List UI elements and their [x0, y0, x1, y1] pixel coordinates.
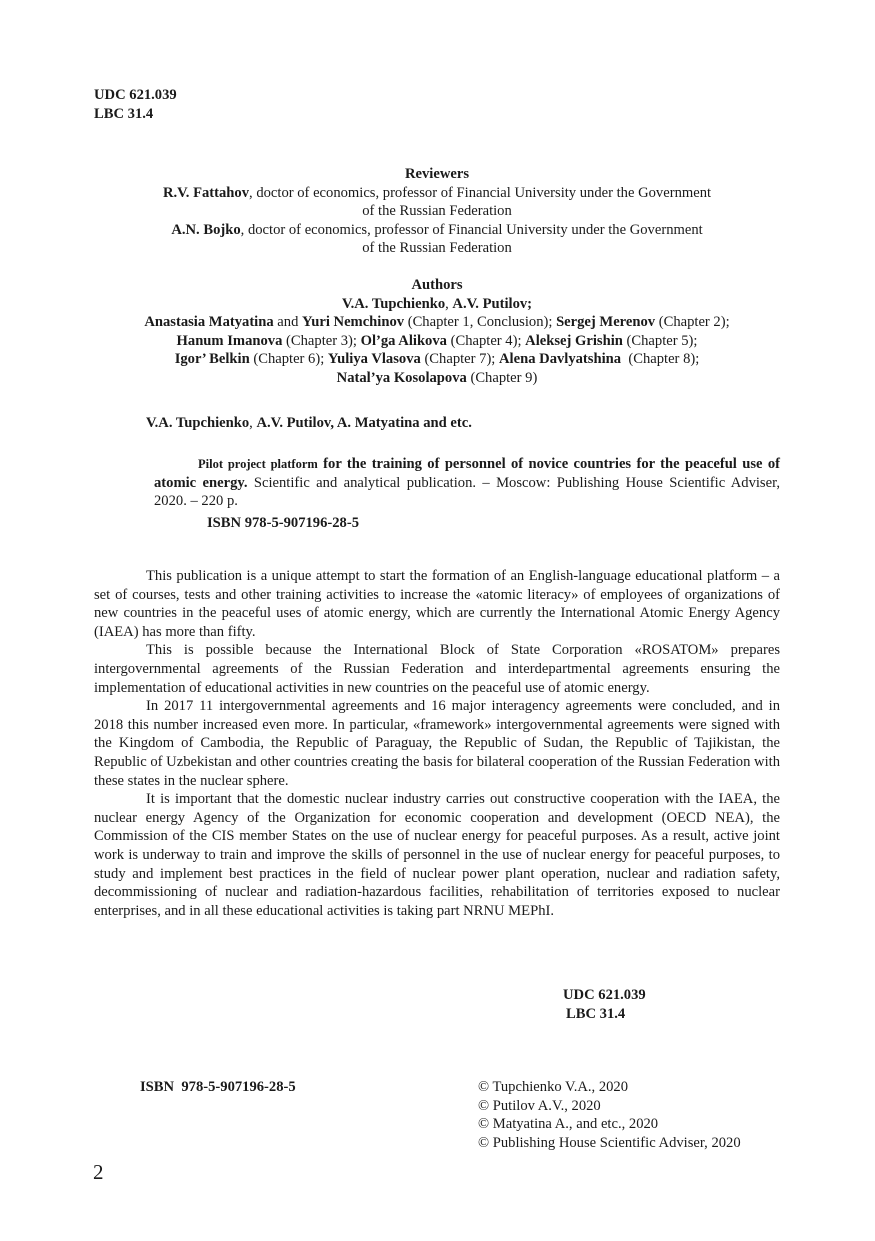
author-name: Yuri Nemchinov [302, 314, 405, 331]
author-chapter: (Chapter 3); [282, 332, 361, 349]
author-chapter: (Chapter 8); [621, 351, 700, 368]
reviewer-1-name: R.V. Fattahov [162, 184, 250, 201]
citation-title: for the training of personnel of novice countries for the peaceful use of atomic energy. [154, 456, 780, 491]
top-lbc-code: LBC 31.4 [94, 105, 154, 122]
reviewers-heading: Reviewers [404, 166, 470, 182]
citation-authors [146, 414, 472, 433]
author-name: Aleksej Grishin [525, 332, 623, 349]
bottom-lbc-code: LBC 31.4 [566, 1005, 626, 1022]
abstract-paragraph-1: This publication is a unique attempt to start the formation of an English-language educational platform – a set of courses, tests and other training activities to increase the «atomic literacy» of employees of organizations of new countries in the peaceful uses of atomic energy, which are currently the International Atomic Energy Agency (IAEA) has more than fifty. [94, 568, 780, 640]
author-name: Alena Davlyatshina [499, 351, 622, 368]
main-author-1: V.A. Tupchienko [341, 295, 446, 312]
reviewer-2-name: A.N. Bojko [171, 221, 241, 238]
copyright-line: © Putilov A.V., 2020 [478, 1097, 601, 1114]
footer-isbn: ISBN 978-5-907196-28-5 [140, 1079, 296, 1095]
author-chapter: (Chapter 9) [466, 369, 538, 386]
top-classification-codes [94, 86, 177, 123]
author-name: Natal’ya Kosolapova [336, 369, 467, 386]
reviewer-1 [94, 184, 780, 203]
authors-heading: Authors [411, 277, 463, 293]
author-chapter: (Chapter 4); [446, 332, 526, 349]
author-chapter: (Chapter 2); [655, 314, 730, 331]
reviewer-1-desc: , doctor of economics, professor of Financial University under the Government [249, 184, 712, 201]
top-udc-code: UDC 621.039 [94, 87, 177, 103]
bottom-classification-codes [563, 986, 646, 1023]
citation-isbn: ISBN 978-5-907196-28-5 [207, 515, 360, 531]
author-name: Yuliya Vlasova [327, 351, 421, 368]
citation-title-small: Pilot project platform [198, 457, 318, 471]
main-author-sep: , [445, 295, 453, 312]
copyright-line: © Matyatina A., and etc., 2020 [478, 1116, 659, 1133]
citation-body [154, 455, 780, 511]
author-name: Ol’ga Alikova [360, 332, 447, 349]
authors-line-2 [94, 332, 780, 351]
author-name: Anastasia Matyatina [144, 314, 274, 331]
author-name: Hanum Imanova [176, 332, 283, 349]
copyright-block [478, 1078, 741, 1152]
authors-line-4 [94, 369, 780, 388]
citation-author-rest: A.V. Putilov, A. Matyatina and etc. [256, 415, 472, 431]
bottom-udc-code: UDC 621.039 [563, 987, 646, 1003]
author-chapter: (Chapter 5); [622, 332, 698, 349]
author-chapter: (Chapter 7); [420, 351, 500, 368]
authors-section [94, 276, 780, 388]
reviewer-1-desc-cont: of the Russian Federation [362, 203, 512, 220]
citation-details: Scientific and analytical publication. – Moscow: Publishing House Scientific Adviser, 2020. – 220 p. [154, 474, 781, 510]
reviewers-section [94, 165, 780, 258]
reviewer-2-desc-cont: of the Russian Federation [362, 240, 512, 257]
author-name: Igor’ Belkin [174, 351, 250, 368]
author-name: Sergej Merenov [556, 314, 656, 331]
author-text: and [273, 314, 303, 331]
abstract-paragraph-4: It is important that the domestic nuclear industry carries out constructive cooperation with the IAEA, the nuclear energy Agency of the Organization for economic cooperation and development (OECD NEA), the Commission of the CIS member States on the use of nuclear energy for peaceful purposes. As a result, active joint work is underway to train and improve the skills of personnel in the use of nuclear energy for peaceful purposes, to study and implement best practices in the field of nuclear power plant operation, nuclear and radiation safety, decommissioning of nuclear and radiation-hazardous facilities, rehabilitation of territories exposed to nuclear enterprises, and in all these educational activities is taking part NRNU MEPhI. [94, 791, 780, 919]
abstract-paragraph-3: In 2017 11 intergovernmental agreements and 16 major interagency agreements were concluded, and in 2018 this number increased even more. In particular, «framework» intergovernmental agreements were signed with the Kingdom of Cambodia, the Republic of Paraguay, the Republic of Sudan, the Republic of Tajikistan, the Republic of Uzbekistan and other countries creating the basis for bilateral cooperation of the Russian Federation with these states in the nuclear sphere. [94, 698, 780, 789]
author-chapter: (Chapter 1, Conclusion); [404, 314, 557, 331]
author-chapter: (Chapter 6); [249, 351, 328, 368]
authors-line-3 [94, 350, 780, 369]
abstract-paragraph-2: This is possible because the International Block of State Corporation «ROSATOM» prepares intergovernmental agreements of the Russian Federation and interdepartmental agreements ensuring the implementation of educational activities in new countries on the peaceful use of atomic energy. [94, 642, 780, 696]
main-author-2: A.V. Putilov; [452, 295, 533, 312]
reviewer-2-desc: , doctor of economics, professor of Financial University under the Government [240, 221, 703, 238]
copyright-line: © Tupchienko V.A., 2020 [478, 1079, 629, 1095]
main-authors [94, 295, 780, 314]
authors-line-1 [94, 313, 780, 332]
abstract [94, 567, 780, 920]
citation-author-sep: , [249, 415, 257, 431]
reviewer-2 [94, 221, 780, 240]
copyright-line: © Publishing House Scientific Adviser, 2020 [478, 1134, 741, 1151]
citation-author-1: V.A. Tupchienko [146, 415, 250, 431]
page-number: 2 [93, 1160, 104, 1184]
